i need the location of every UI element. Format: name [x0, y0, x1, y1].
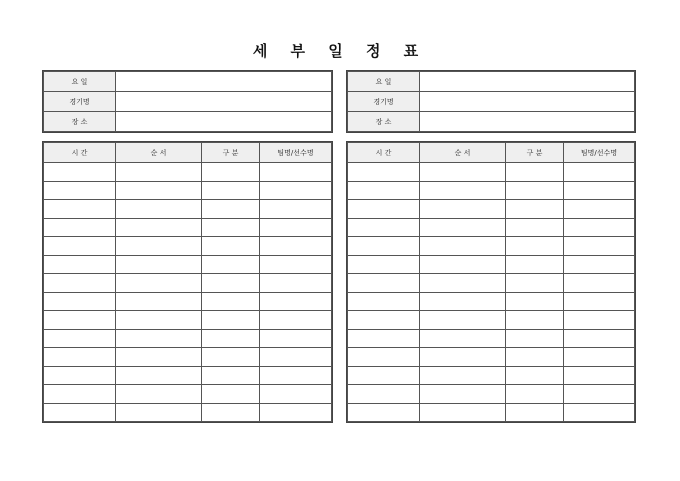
- cell-time[interactable]: [348, 237, 420, 256]
- info-row-venue: [348, 112, 635, 132]
- cell-time[interactable]: [348, 274, 420, 293]
- table-row: [348, 366, 635, 385]
- cell-order[interactable]: [116, 163, 202, 182]
- table-row: [44, 200, 332, 219]
- table-row: [44, 218, 332, 237]
- cell-team-player[interactable]: [564, 348, 635, 367]
- cell-category[interactable]: [202, 403, 260, 422]
- cell-category[interactable]: [202, 200, 260, 219]
- cell-order[interactable]: [116, 292, 202, 311]
- info-label-venue: 장 소: [348, 112, 420, 132]
- cell-time[interactable]: [44, 366, 116, 385]
- cell-order[interactable]: [116, 385, 202, 404]
- cell-category[interactable]: [506, 181, 564, 200]
- cell-time[interactable]: [348, 348, 420, 367]
- cell-time[interactable]: [44, 255, 116, 274]
- cell-category[interactable]: [202, 348, 260, 367]
- cell-order[interactable]: [116, 181, 202, 200]
- cell-order[interactable]: [420, 181, 506, 200]
- cell-category[interactable]: [506, 218, 564, 237]
- cell-category[interactable]: [506, 348, 564, 367]
- cell-category[interactable]: [202, 292, 260, 311]
- cell-category[interactable]: [202, 311, 260, 330]
- header-time: 시 간: [348, 143, 420, 163]
- cell-order[interactable]: [420, 385, 506, 404]
- info-table-right: [347, 71, 635, 132]
- table-row: [44, 311, 332, 330]
- cell-team-player[interactable]: [260, 329, 332, 348]
- table-row: [44, 403, 332, 422]
- cell-category[interactable]: [506, 274, 564, 293]
- info-label-event: 경기명: [348, 92, 420, 112]
- cell-time[interactable]: [348, 200, 420, 219]
- cell-order[interactable]: [420, 311, 506, 330]
- table-row: [44, 163, 332, 182]
- cell-order[interactable]: [116, 274, 202, 293]
- cell-order[interactable]: [420, 366, 506, 385]
- header-order: 순 서: [116, 143, 202, 163]
- cell-order[interactable]: [420, 163, 506, 182]
- cell-team-player[interactable]: [564, 181, 635, 200]
- info-value-event[interactable]: [116, 92, 332, 112]
- schedule-table-right: [347, 142, 635, 422]
- schedule-header-row: [44, 143, 332, 163]
- cell-team-player[interactable]: [260, 385, 332, 404]
- cell-team-player[interactable]: [564, 292, 635, 311]
- info-table-left: [43, 71, 332, 132]
- page-title: 세 부 일 정 표: [252, 42, 428, 60]
- info-value-venue[interactable]: [116, 112, 332, 132]
- table-row: [348, 163, 635, 182]
- cell-team-player[interactable]: [564, 311, 635, 330]
- cell-team-player[interactable]: [260, 348, 332, 367]
- cell-category[interactable]: [506, 237, 564, 256]
- cell-order[interactable]: [116, 255, 202, 274]
- cell-team-player[interactable]: [260, 181, 332, 200]
- cell-time[interactable]: [44, 274, 116, 293]
- info-row-event: [348, 92, 635, 112]
- cell-team-player[interactable]: [564, 218, 635, 237]
- cell-category[interactable]: [202, 366, 260, 385]
- info-value-event[interactable]: [420, 92, 635, 112]
- info-value-venue[interactable]: [420, 112, 635, 132]
- cell-category[interactable]: [506, 329, 564, 348]
- cell-category[interactable]: [202, 163, 260, 182]
- cell-order[interactable]: [420, 200, 506, 219]
- cell-category[interactable]: [202, 181, 260, 200]
- cell-team-player[interactable]: [260, 255, 332, 274]
- cell-order[interactable]: [116, 200, 202, 219]
- cell-time[interactable]: [348, 311, 420, 330]
- cell-order[interactable]: [116, 403, 202, 422]
- header-time: 시 간: [44, 143, 116, 163]
- cell-category[interactable]: [202, 329, 260, 348]
- info-row-day: [44, 72, 332, 92]
- cell-category[interactable]: [202, 385, 260, 404]
- cell-team-player[interactable]: [564, 366, 635, 385]
- schedule-header-row: [348, 143, 635, 163]
- info-row-day: [348, 72, 635, 92]
- cell-order[interactable]: [420, 255, 506, 274]
- table-row: [44, 237, 332, 256]
- table-row: [44, 292, 332, 311]
- cell-time[interactable]: [348, 163, 420, 182]
- cell-category[interactable]: [202, 255, 260, 274]
- info-label-event: 경기명: [44, 92, 116, 112]
- table-row: [44, 348, 332, 367]
- cell-category[interactable]: [506, 163, 564, 182]
- cell-order[interactable]: [116, 329, 202, 348]
- table-row: [348, 348, 635, 367]
- cell-category[interactable]: [506, 403, 564, 422]
- cell-team-player[interactable]: [564, 274, 635, 293]
- cell-category[interactable]: [506, 200, 564, 219]
- cell-category[interactable]: [506, 292, 564, 311]
- cell-order[interactable]: [420, 274, 506, 293]
- info-label-day: 요 일: [348, 72, 420, 92]
- header-category: 구 분: [506, 143, 564, 163]
- cell-team-player[interactable]: [564, 329, 635, 348]
- cell-team-player[interactable]: [260, 292, 332, 311]
- table-row: [44, 366, 332, 385]
- header-team-player: 팀명/선수명: [260, 143, 332, 163]
- info-label-day: 요 일: [44, 72, 116, 92]
- cell-team-player[interactable]: [260, 237, 332, 256]
- table-row: [44, 329, 332, 348]
- cell-team-player[interactable]: [260, 311, 332, 330]
- cell-team-player[interactable]: [260, 403, 332, 422]
- cell-time[interactable]: [44, 329, 116, 348]
- info-row-venue: [44, 112, 332, 132]
- cell-order[interactable]: [116, 218, 202, 237]
- cell-order[interactable]: [420, 329, 506, 348]
- cell-order[interactable]: [420, 218, 506, 237]
- cell-time[interactable]: [44, 403, 116, 422]
- table-row: [348, 218, 635, 237]
- cell-time[interactable]: [348, 218, 420, 237]
- cell-time[interactable]: [348, 366, 420, 385]
- cell-team-player[interactable]: [260, 274, 332, 293]
- table-row: [348, 311, 635, 330]
- info-row-event: [44, 92, 332, 112]
- cell-category[interactable]: [506, 385, 564, 404]
- cell-order[interactable]: [420, 292, 506, 311]
- cell-time[interactable]: [44, 292, 116, 311]
- info-value-day[interactable]: [116, 72, 332, 92]
- schedule-table-left: [43, 142, 332, 422]
- cell-order[interactable]: [420, 348, 506, 367]
- table-row: [348, 329, 635, 348]
- cell-order[interactable]: [116, 311, 202, 330]
- table-row: [348, 181, 635, 200]
- cell-time[interactable]: [44, 181, 116, 200]
- table-row: [44, 255, 332, 274]
- cell-order[interactable]: [420, 237, 506, 256]
- cell-team-player[interactable]: [564, 237, 635, 256]
- table-row: [348, 237, 635, 256]
- header-order: 순 서: [420, 143, 506, 163]
- cell-time[interactable]: [44, 348, 116, 367]
- cell-time[interactable]: [44, 163, 116, 182]
- cell-team-player[interactable]: [564, 403, 635, 422]
- cell-time[interactable]: [348, 403, 420, 422]
- cell-time[interactable]: [44, 311, 116, 330]
- header-category: 구 분: [202, 143, 260, 163]
- table-row: [348, 385, 635, 404]
- cell-category[interactable]: [506, 311, 564, 330]
- header-team-player: 팀명/선수명: [564, 143, 635, 163]
- cell-time[interactable]: [348, 181, 420, 200]
- cell-category[interactable]: [506, 366, 564, 385]
- cell-team-player[interactable]: [564, 163, 635, 182]
- cell-time[interactable]: [348, 385, 420, 404]
- cell-category[interactable]: [202, 218, 260, 237]
- cell-time[interactable]: [44, 200, 116, 219]
- cell-order[interactable]: [420, 403, 506, 422]
- cell-order[interactable]: [116, 237, 202, 256]
- cell-team-player[interactable]: [260, 163, 332, 182]
- cell-time[interactable]: [44, 237, 116, 256]
- table-row: [348, 200, 635, 219]
- cell-team-player[interactable]: [260, 200, 332, 219]
- info-value-day[interactable]: [420, 72, 635, 92]
- cell-order[interactable]: [116, 348, 202, 367]
- cell-time[interactable]: [348, 292, 420, 311]
- cell-team-player[interactable]: [260, 366, 332, 385]
- cell-team-player[interactable]: [564, 385, 635, 404]
- cell-category[interactable]: [506, 255, 564, 274]
- table-row: [348, 274, 635, 293]
- cell-team-player[interactable]: [564, 255, 635, 274]
- info-label-venue: 장 소: [44, 112, 116, 132]
- table-row: [44, 181, 332, 200]
- table-row: [44, 274, 332, 293]
- cell-time[interactable]: [44, 218, 116, 237]
- cell-category[interactable]: [202, 237, 260, 256]
- table-row: [348, 255, 635, 274]
- cell-time[interactable]: [348, 255, 420, 274]
- cell-category[interactable]: [202, 274, 260, 293]
- cell-time[interactable]: [348, 329, 420, 348]
- table-row: [44, 385, 332, 404]
- table-row: [348, 403, 635, 422]
- cell-order[interactable]: [116, 366, 202, 385]
- cell-team-player[interactable]: [260, 218, 332, 237]
- cell-time[interactable]: [44, 385, 116, 404]
- table-row: [348, 292, 635, 311]
- cell-team-player[interactable]: [564, 200, 635, 219]
